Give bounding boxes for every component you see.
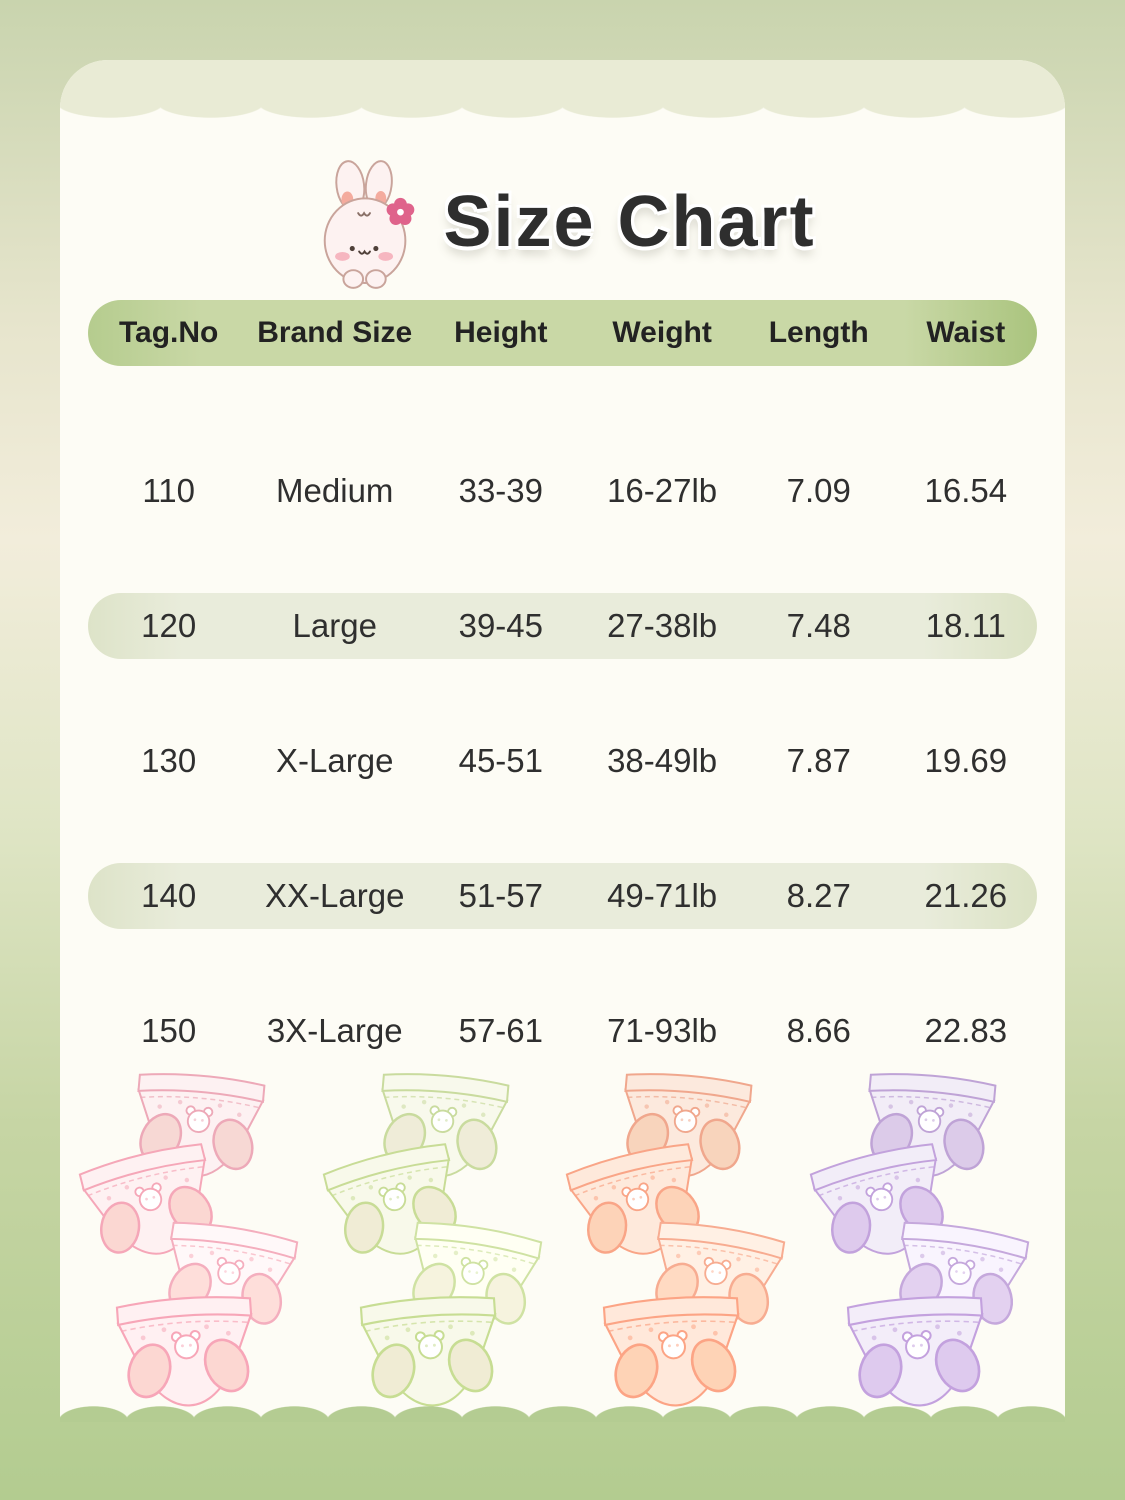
table-cell: X-Large <box>276 742 394 779</box>
product-photo-peach-set <box>570 1072 798 1402</box>
table-cell: 7.09 <box>786 472 851 509</box>
size-table <box>60 300 1065 1064</box>
header-cell-height: Height <box>454 316 548 349</box>
product-photos-row <box>60 1072 1065 1402</box>
table-header-row <box>88 300 1037 366</box>
table-cell: 18.11 <box>925 607 1006 644</box>
table-cell: 33-39 <box>458 472 543 509</box>
table-cell: 8.66 <box>786 1012 851 1049</box>
page-title: Size Chart <box>443 182 816 262</box>
table-cell: 57-61 <box>458 1012 543 1049</box>
table-cell: 110 <box>142 472 195 509</box>
header-cell-length: Length <box>768 316 869 349</box>
table-cell: 140 <box>141 877 197 914</box>
table-cell: 38-49lb <box>607 742 718 779</box>
table-cell: 39-45 <box>458 607 543 644</box>
table-cell: 45-51 <box>458 742 543 779</box>
product-photo-green-set <box>327 1072 555 1402</box>
size-chart-card <box>60 60 1065 1422</box>
table-row <box>88 998 1037 1064</box>
table-cell: 150 <box>141 1012 197 1049</box>
card-top-band <box>60 60 1065 102</box>
table-cell: 120 <box>141 607 197 644</box>
header-cell-tagno: Tag.No <box>118 316 219 349</box>
table-row <box>88 728 1037 794</box>
table-cell: Medium <box>276 472 394 509</box>
bunny-icon <box>309 151 427 293</box>
table-row <box>88 863 1037 929</box>
product-photo-pink-set <box>83 1072 311 1402</box>
table-cell: 7.87 <box>786 742 851 779</box>
table-cell: 51-57 <box>458 877 543 914</box>
product-photo-purple-set <box>814 1072 1042 1402</box>
table-cell: 130 <box>141 742 197 779</box>
table-cell: XX-Large <box>265 877 405 914</box>
scallop-edge-top <box>60 102 1065 118</box>
table-cell: 71-93lb <box>607 1012 718 1049</box>
table-cell: 22.83 <box>924 1012 1008 1049</box>
table-cell: 7.48 <box>786 607 851 644</box>
header-cell-weight: Weight <box>612 316 712 349</box>
table-cell: 49-71lb <box>607 877 718 914</box>
table-cell: 16.54 <box>924 472 1008 509</box>
scallop-edge-bottom <box>60 1406 1065 1422</box>
table-cell: 3X-Large <box>266 1012 403 1049</box>
table-cell: 8.27 <box>786 877 851 914</box>
table-cell: 16-27lb <box>607 472 718 509</box>
table-cell: 21.26 <box>924 877 1008 914</box>
table-row <box>88 458 1037 524</box>
title-row <box>60 148 1065 296</box>
header-cell-brand-size: Brand Size <box>257 316 413 349</box>
table-cell: Large <box>292 607 377 644</box>
table-cell: 19.69 <box>924 742 1008 779</box>
header-cell-waist: Waist <box>926 316 1006 349</box>
table-row <box>88 593 1037 659</box>
table-cell: 27-38lb <box>607 607 718 644</box>
